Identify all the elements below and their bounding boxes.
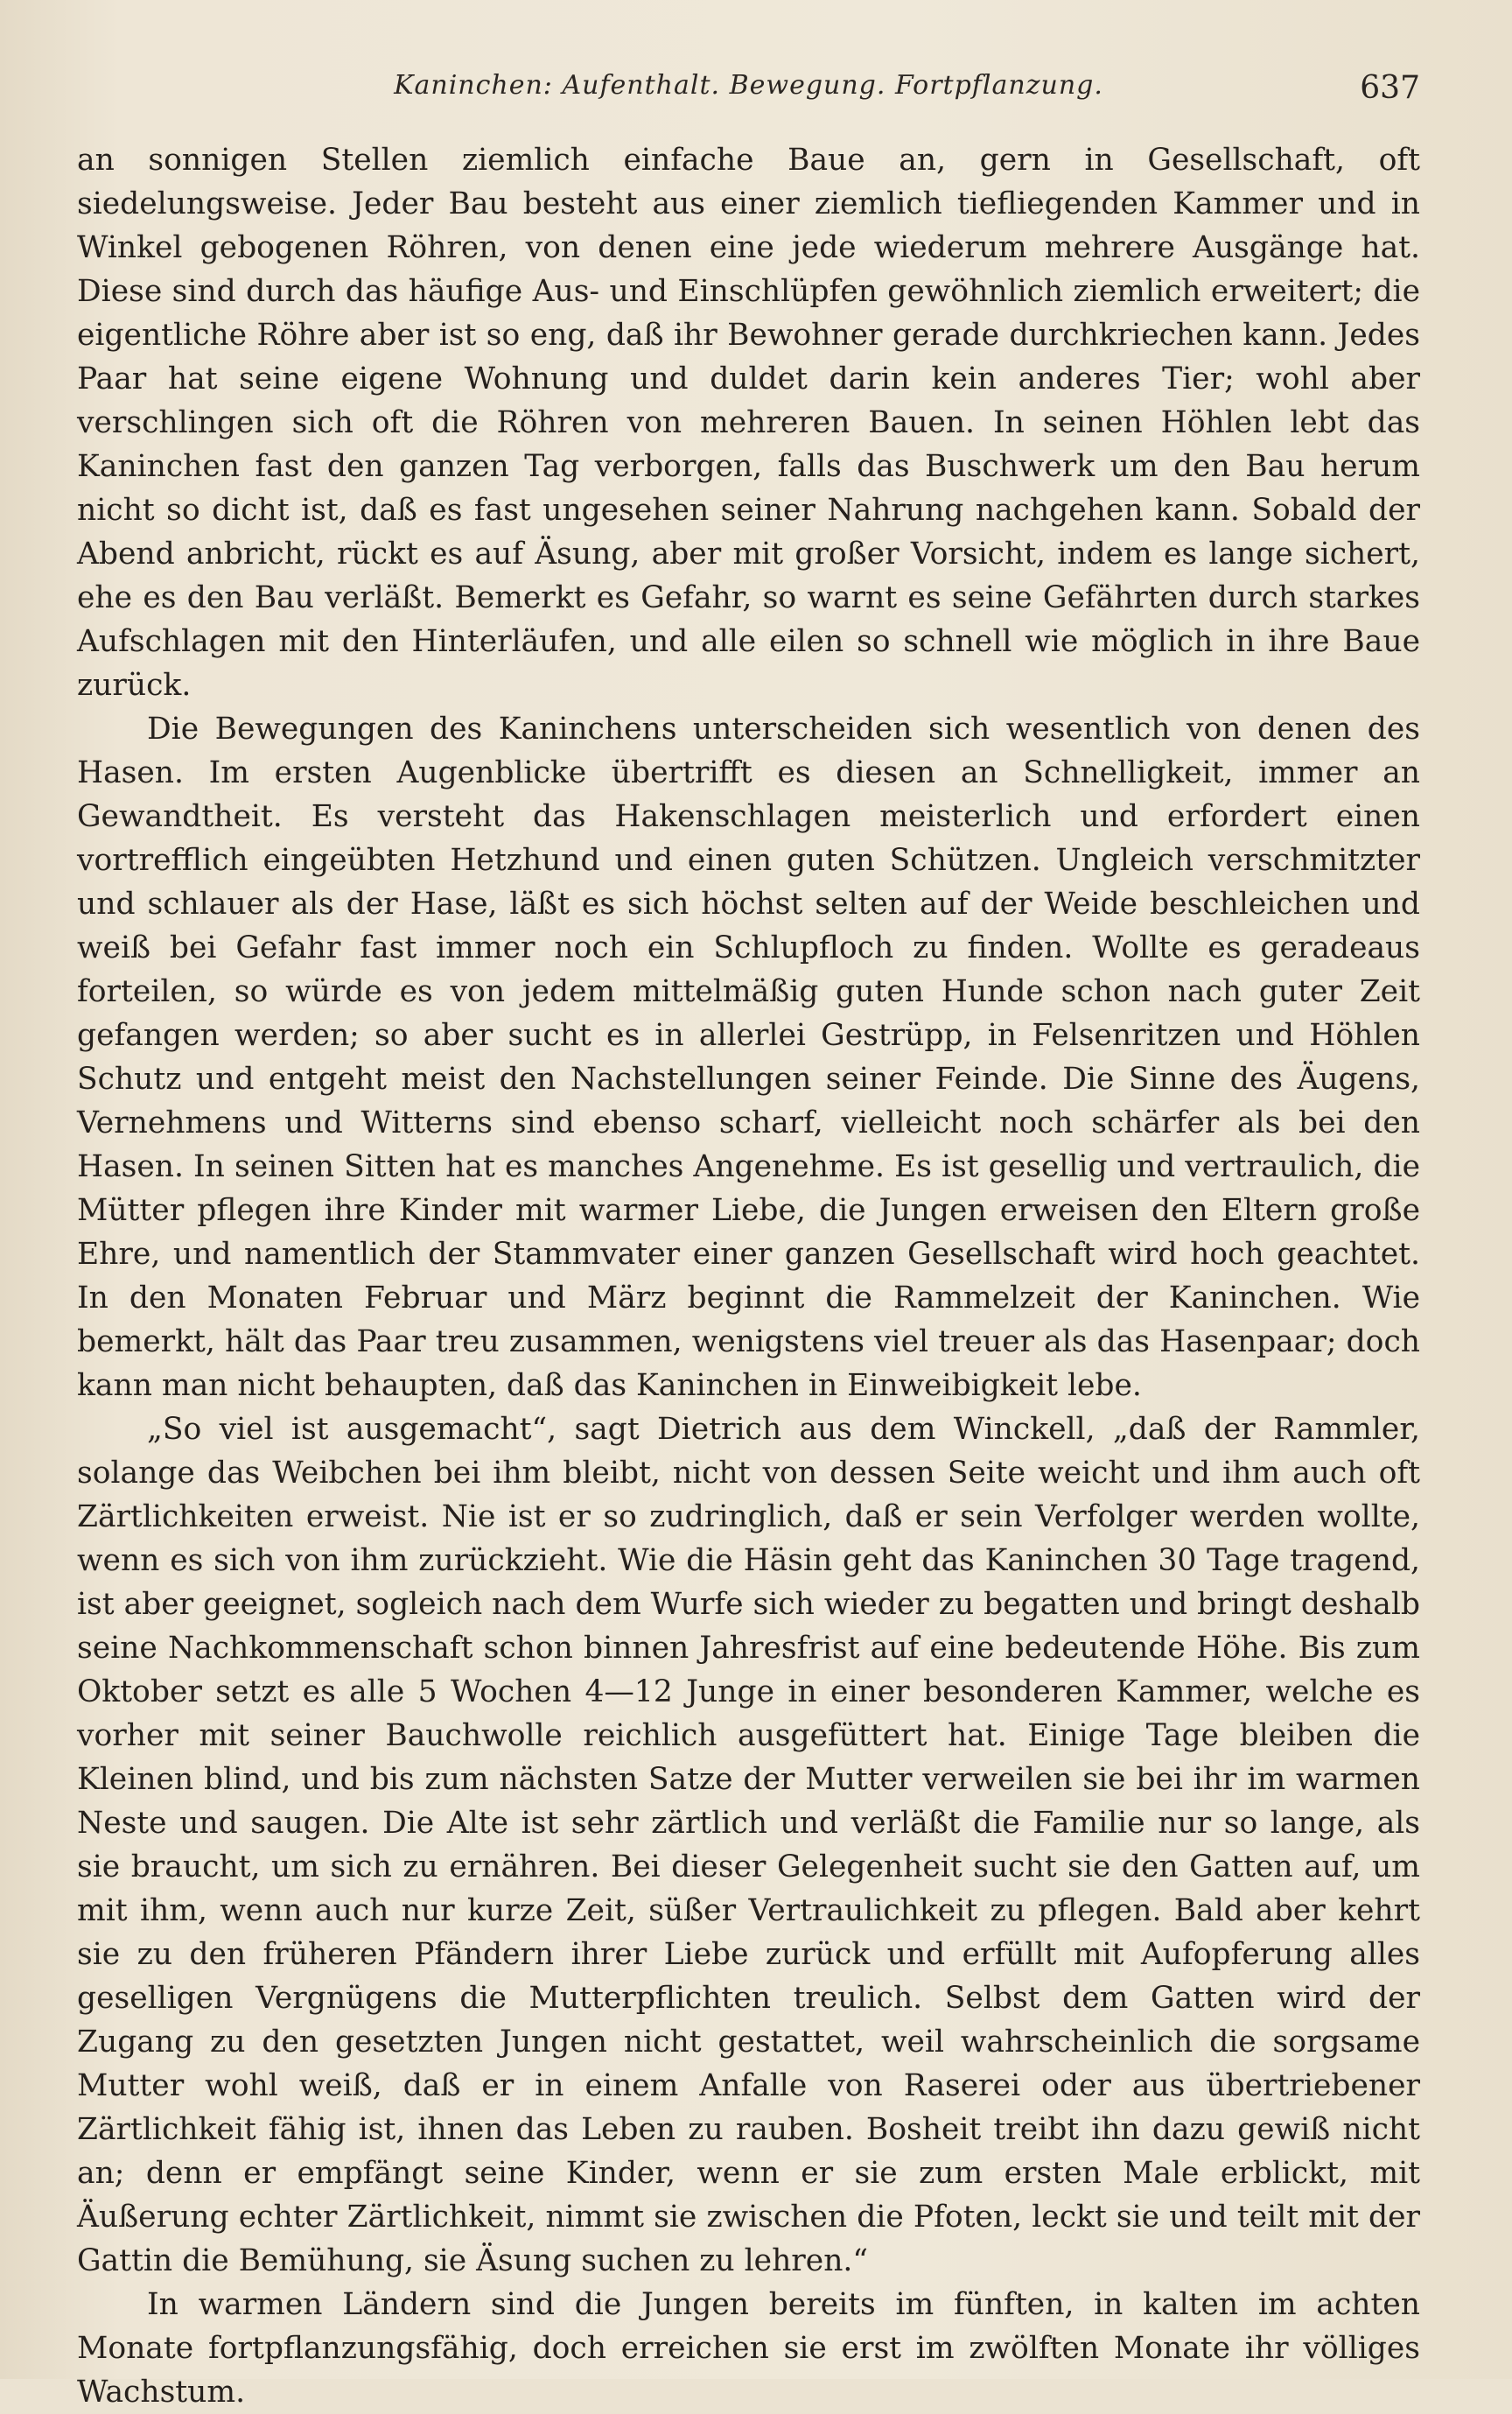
running-head: Kaninchen: Aufenthalt. Bewegung. Fortpflanzung. — [394, 70, 1103, 101]
paragraph-1: an sonnigen Stellen ziemlich einfache Baue an, gern in Gesellschaft, oft siedelungsweise. Jeder Bau besteht aus einer ziemlich tiefliegenden Kammer und in Winkel gebogenen Röhren, von denen eine jede wiederum mehrere Ausgänge hat. Diese sind durch das häufige Aus- und Einschlüpfen gewöhnlich ziemlich erweitert; die eigentliche Röhre aber ist so eng, daß ihr Bewohner gerade durchkriechen kann. Jedes Paar hat seine eigene Wohnung und duldet darin kein anderes Tier; wohl aber verschlingen sich oft die Röhren von mehreren Bauen. In seinen Höhlen lebt das Kaninchen fast den ganzen Tag verborgen, falls das Buschwerk um den Bau herum nicht so dicht ist, daß es fast ungesehen seiner Nahrung nachgehen kann. Sobald der Abend anbricht, rückt es auf Äsung, aber mit großer Vorsicht, indem es lange sichert, ehe es den Bau verläßt. Bemerkt es Gefahr, so warnt es seine Gefährten durch starkes Aufschlagen mit den Hinterläufen, und alle eilen so schnell wie möglich in ihre Baue zurück. — [77, 143, 1420, 703]
page-number: 637 — [1360, 70, 1420, 106]
body-text — [77, 138, 1420, 2414]
page-header — [77, 65, 1420, 117]
paragraph-4: In warmen Ländern sind die Jungen bereits im fünften, in kalten im achten Monate fortpflanzungsfähig, doch erreichen sie erst im zwölften Monate ihr völliges Wachstum. — [77, 2287, 1420, 2410]
paragraph-2: Die Bewegungen des Kaninchens unterscheiden sich wesentlich von denen des Hasen. Im ersten Augenblicke übertrifft es diesen an Schnelligkeit, immer an Gewandtheit. Es versteht das Hakenschlagen meisterlich und erfordert einen vortrefflich eingeübten Hetzhund und einen guten Schützen. Ungleich verschmitzter und schlauer als der Hase, läßt es sich höchst selten auf der Weide beschleichen und weiß bei Gefahr fast immer noch ein Schlupfloch zu finden. Wollte es geradeaus forteilen, so würde es von jedem mittelmäßig guten Hunde schon nach guter Zeit gefangen werden; so aber sucht es in allerlei Gestrüpp, in Felsenritzen und Höhlen Schutz und entgeht meist den Nachstellungen seiner Feinde. Die Sinne des Äugens, Vernehmens und Witterns sind ebenso scharf, vielleicht noch schärfer als bei den Hasen. In seinen Sitten hat es manches Angenehme. Es ist gesellig und vertraulich, die Mütter pflegen ihre Kinder mit warmer Liebe, die Jungen erweisen den Eltern große Ehre, und namentlich der Stammvater einer ganzen Gesellschaft wird hoch geachtet. In den Monaten Februar und März beginnt die Rammelzeit der Kaninchen. Wie bemerkt, hält das Paar treu zusammen, wenigstens viel treuer als das Hasenpaar; doch kann man nicht behaupten, daß das Kaninchen in Einweibigkeit lebe. — [77, 712, 1420, 1403]
paragraph-3-quotation: „So viel ist ausgemacht“, sagt Dietrich aus dem Winckell, „daß der Rammler, solange das Weibchen bei ihm bleibt, nicht von dessen Seite weicht und ihm auch oft Zärtlichkeiten erweist. Nie ist er so zudringlich, daß er sein Verfolger werden wollte, wenn es sich von ihm zurückzieht. Wie die Häsin geht das Kaninchen 30 Tage tragend, ist aber geeignet, sogleich nach dem Wurfe sich wieder zu begatten und bringt deshalb seine Nachkommenschaft schon binnen Jahresfrist auf eine bedeutende Höhe. Bis zum Oktober setzt es alle 5 Wochen 4—12 Junge in einer besonderen Kammer, welche es vorher mit seiner Bauchwolle reichlich ausgefüttert hat. Einige Tage bleiben die Kleinen blind, und bis zum nächsten Satze der Mutter verweilen sie bei ihr im warmen Neste und saugen. Die Alte ist sehr zärtlich und verläßt die Familie nur so lange, als sie braucht, um sich zu ernähren. Bei dieser Gelegenheit sucht sie den Gatten auf, um mit ihm, wenn auch nur kurze Zeit, süßer Vertraulichkeit zu pflegen. Bald aber kehrt sie zu den früheren Pfändern ihrer Liebe zurück und erfüllt mit Aufopferung alles geselligen Vergnügens die Mutterpflichten treulich. Selbst dem Gatten wird der Zugang zu den gesetzten Jungen nicht gestattet, weil wahrscheinlich die sorgsame Mutter wohl weiß, daß er in einem Anfalle von Raserei oder aus übertriebener Zärtlichkeit fähig ist, ihnen das Leben zu rauben. Bosheit treibt ihn dazu gewiß nicht an; denn er empfängt seine Kinder, wenn er sie zum ersten Male erblickt, mit Äußerung echter Zärtlichkeit, nimmt sie zwischen die Pfoten, leckt sie und teilt mit der Gattin die Bemühung, sie Äsung suchen zu lehren.“ — [77, 1412, 1420, 2278]
